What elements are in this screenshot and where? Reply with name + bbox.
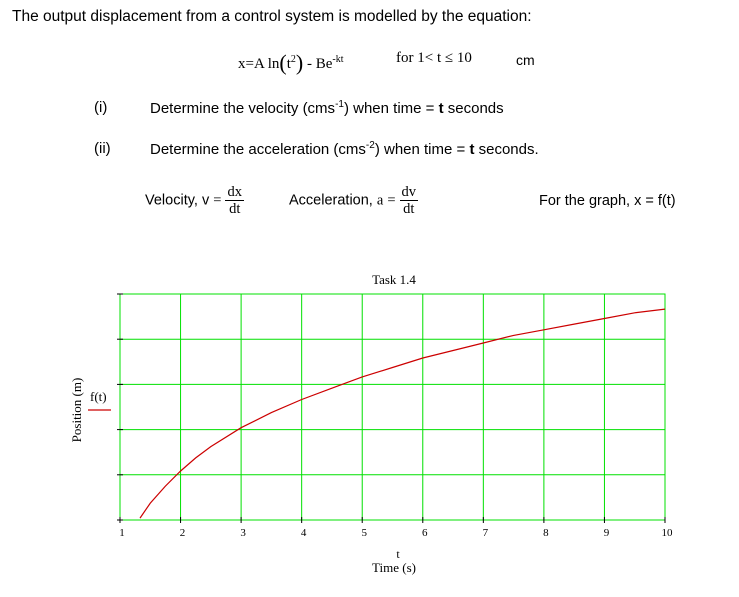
x-tick-label: 5: [361, 527, 367, 539]
velocity-equals: =: [213, 192, 222, 209]
equation-condition: for 1< t ≤ 10: [396, 50, 472, 66]
x-tick-label: 8: [543, 527, 549, 539]
x-tick-labels: [119, 527, 673, 539]
graph-note: For the graph, x = f(t): [539, 193, 676, 209]
equation-t: t: [286, 56, 291, 72]
item-2-number: (ii): [94, 140, 111, 157]
equation-unit: cm: [516, 52, 535, 68]
chart-grid: [120, 294, 665, 520]
acceleration-denominator: dt: [403, 201, 415, 217]
x-tick-label: 10: [661, 527, 673, 539]
item-2-mid: ) when time =: [374, 141, 470, 158]
legend-label: f(t): [90, 389, 107, 404]
acceleration-equals: =: [387, 192, 396, 209]
x-axis-label: Time (s): [372, 560, 416, 575]
item-2-exponent: -2: [365, 140, 375, 151]
equation-t-exponent: 2: [290, 54, 296, 65]
item-1-mid: ) when time =: [343, 100, 439, 117]
velocity-numerator: dx: [227, 184, 242, 200]
x-tick-label: 6: [422, 527, 428, 539]
x-tick-label: 2: [179, 527, 186, 539]
acceleration-label: Acceleration,: [289, 192, 373, 209]
x-tick-label: 1: [119, 527, 125, 539]
equation: x=A $\ln(t^2) - Be^{-kt}$: [238, 50, 344, 75]
y-axis-label: Position (m): [69, 377, 84, 443]
plot-frame: [120, 294, 665, 520]
series-line-f-t: [140, 309, 665, 518]
intro-text: The output displacement from a control system is modelled by the equation:: [12, 8, 532, 25]
item-1-exponent: -1: [335, 99, 344, 110]
item-2-post: seconds.: [474, 141, 539, 158]
x-tick-label: 3: [240, 527, 246, 539]
item-1-pre: Determine the velocity (cms: [150, 100, 336, 117]
item-2-pre: Determine the acceleration (cms: [150, 141, 366, 158]
equation-mid: - Be: [306, 56, 333, 72]
acceleration-var: a: [376, 192, 384, 209]
chart-ticks: [117, 294, 665, 523]
equation-exponent: -kt: [332, 54, 344, 65]
item-1-post: seconds: [443, 100, 504, 117]
x-tick-label: 4: [300, 527, 307, 539]
velocity-label: Velocity, v: [145, 192, 210, 209]
item-1-number: (i): [94, 99, 108, 116]
equation-lhs: x=A ln: [238, 56, 280, 72]
x-tick-label: 7: [482, 527, 489, 539]
item-1-bold: t: [438, 100, 444, 117]
item-2-bold: t: [469, 141, 475, 158]
acceleration-numerator: dv: [401, 184, 417, 200]
x-axis-variable: t: [396, 547, 400, 561]
velocity-denominator: dt: [229, 201, 241, 217]
x-tick-label: 9: [603, 527, 610, 539]
chart-title: Task 1.4: [372, 272, 416, 287]
